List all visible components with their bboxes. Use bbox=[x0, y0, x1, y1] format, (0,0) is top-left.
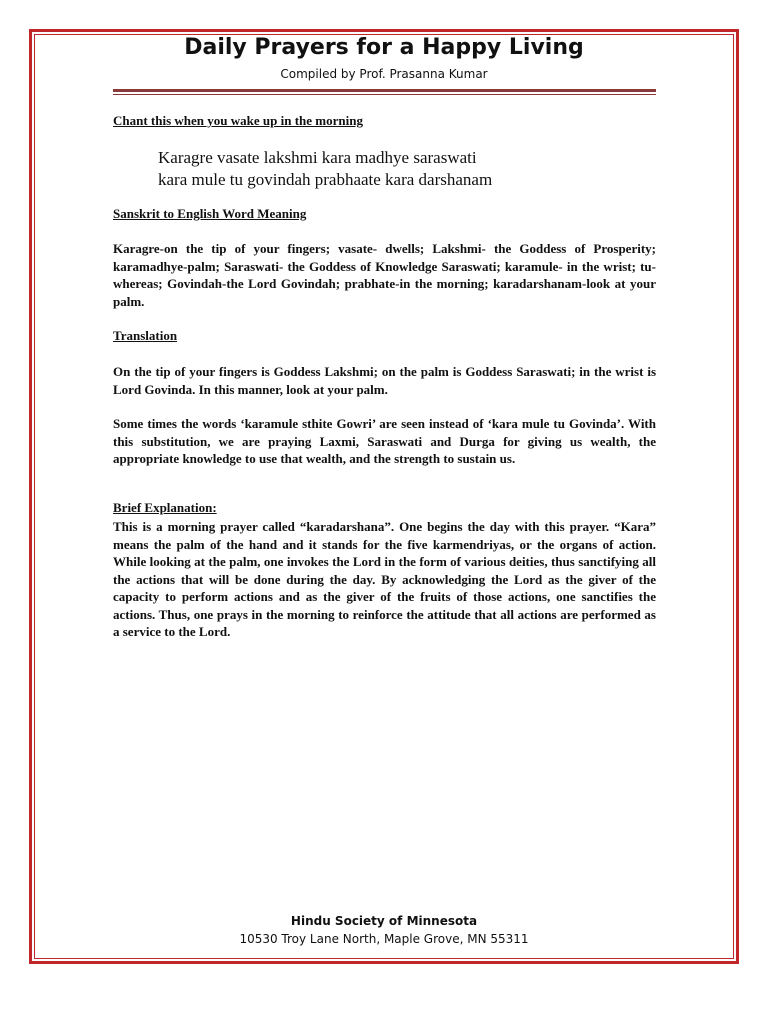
header-divider-thick bbox=[113, 89, 656, 92]
morning-heading: Chant this when you wake up in the morning bbox=[113, 113, 363, 128]
document-subtitle: Compiled by Prof. Prasanna Kumar bbox=[280, 67, 488, 81]
header-divider-thin bbox=[113, 94, 656, 95]
substitution-paragraph: Some times the words ‘karamule sthite Gowri’ are seen instead of ‘kara mule tu Govinda’. With this substitution, we are praying Laxmi, Saraswati and Durga for giving us wealth, the appropriate knowledge to use that wealth, and the strength to sustain us. bbox=[113, 416, 656, 466]
footer-organization: Hindu Society of Minnesota bbox=[290, 914, 478, 928]
meaning-heading: Sanskrit to English Word Meaning bbox=[113, 206, 307, 221]
translation-heading: Translation bbox=[113, 328, 178, 343]
verse-line-1: Karagre vasate lakshmi kara madhye saraswati bbox=[158, 148, 477, 167]
meaning-paragraph: Karagre-on the tip of your fingers; vasate- dwells; Lakshmi- the Goddess of Prosperity; karamadhye-palm; Saraswati- the Goddess of Knowledge Saraswati; karamule- in the wrist; tu-whereas; Govindah-the Lord Govindah; prabhate-in the morning; karadarshanam-look at your palm. bbox=[113, 241, 656, 309]
explanation-heading: Brief Explanation: bbox=[113, 500, 217, 515]
footer-address: 10530 Troy Lane North, Maple Grove, MN 55311 bbox=[239, 932, 529, 946]
document-title: Daily Prayers for a Happy Living bbox=[184, 35, 584, 60]
explanation-paragraph: This is a morning prayer called “karadarshana”. One begins the day with this prayer. “Kara” means the palm of the hand and it stands for the five karmendriyas, or the organs of action. While looking at the palm, one invokes the Lord in the form of various deities, thus sanctifying all the actions that will be done during the day. By acknowledging the Lord as the giver of the capacity to perform actions and as the giver of the fruits of those actions, one sanctifies the actions. Thus, one prays in the morning to reinforce the attitude that all actions are performed as a service to the Lord. bbox=[113, 519, 656, 639]
verse-line-2: kara mule tu govindah prabhaate kara darshanam bbox=[158, 170, 493, 189]
translation-paragraph: On the tip of your fingers is Goddess Lakshmi; on the palm is Goddess Saraswati; in the wrist is Lord Govinda. In this manner, look at your palm. bbox=[113, 364, 656, 397]
